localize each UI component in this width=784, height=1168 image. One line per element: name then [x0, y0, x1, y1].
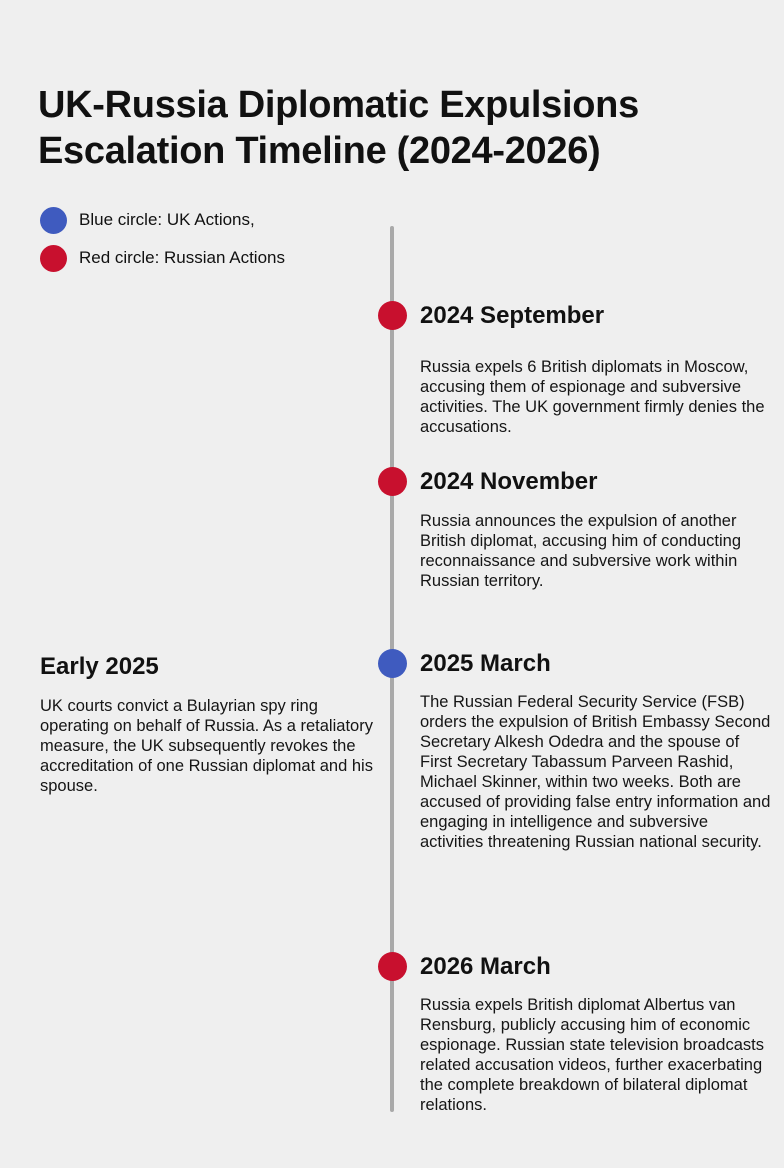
event-marker-2024-november [378, 467, 407, 496]
event-date-2025-march: 2025 March [420, 650, 551, 677]
event-description-2026-march: Russia expels British diplomat Albertus van Rensburg, publicly accusing him of economic espionage. Russian state television broadcasts related accusation videos, further exacerbating the complete breakdown of bilateral diplomat relations. [420, 996, 764, 1114]
event-marker-2024-september [378, 301, 407, 330]
blue-circle-icon [40, 207, 67, 234]
side-event-description: UK courts convict a Bulayrian spy ring operating on behalf of Russia. As a retaliatory measure, the UK subsequently revokes the accreditation of one Russian diplomat and his spouse. [40, 697, 373, 795]
event-marker-2026-march [378, 952, 407, 981]
red-circle-icon [40, 245, 67, 272]
event-description-2025-march: The Russian Federal Security Service (FSB) orders the expulsion of British Embassy Second Secretary Alkesh Odedra and the spouse of First Secretary Tabassum Parveen Rashid, Michael Skinner, within two weeks. Both are accused of providing false entry information and engaging in intelligence and subversive activities threatening Russian national security. [420, 693, 771, 851]
side-event-date: Early 2025 [40, 653, 159, 680]
event-date-2024-september: 2024 September [420, 302, 605, 329]
legend-item-russia [40, 244, 285, 272]
title-line-2: Escalation Timeline (2024-2026) [38, 130, 601, 172]
event-date-2024-november: 2024 November [420, 468, 598, 495]
event-description-2024-november: Russia announces the expulsion of another British diplomat, accusing him of conducting reconnaissance and subversive work within Russian territory. [420, 512, 741, 590]
legend-label-russia: Red circle: Russian Actions [79, 248, 285, 267]
page-title [38, 82, 758, 174]
legend-item-uk [40, 206, 255, 234]
legend-label-uk: Blue circle: UK Actions, [79, 210, 255, 229]
title-line-1: UK-Russia Diplomatic Expulsions [38, 84, 639, 126]
event-description-2024-september: Russia expels 6 British diplomats in Moscow, accusing them of espionage and subversive activities. The UK government firmly denies the accusations. [420, 358, 765, 436]
event-date-2026-march: 2026 March [420, 953, 551, 980]
event-marker-2025-march [378, 649, 407, 678]
